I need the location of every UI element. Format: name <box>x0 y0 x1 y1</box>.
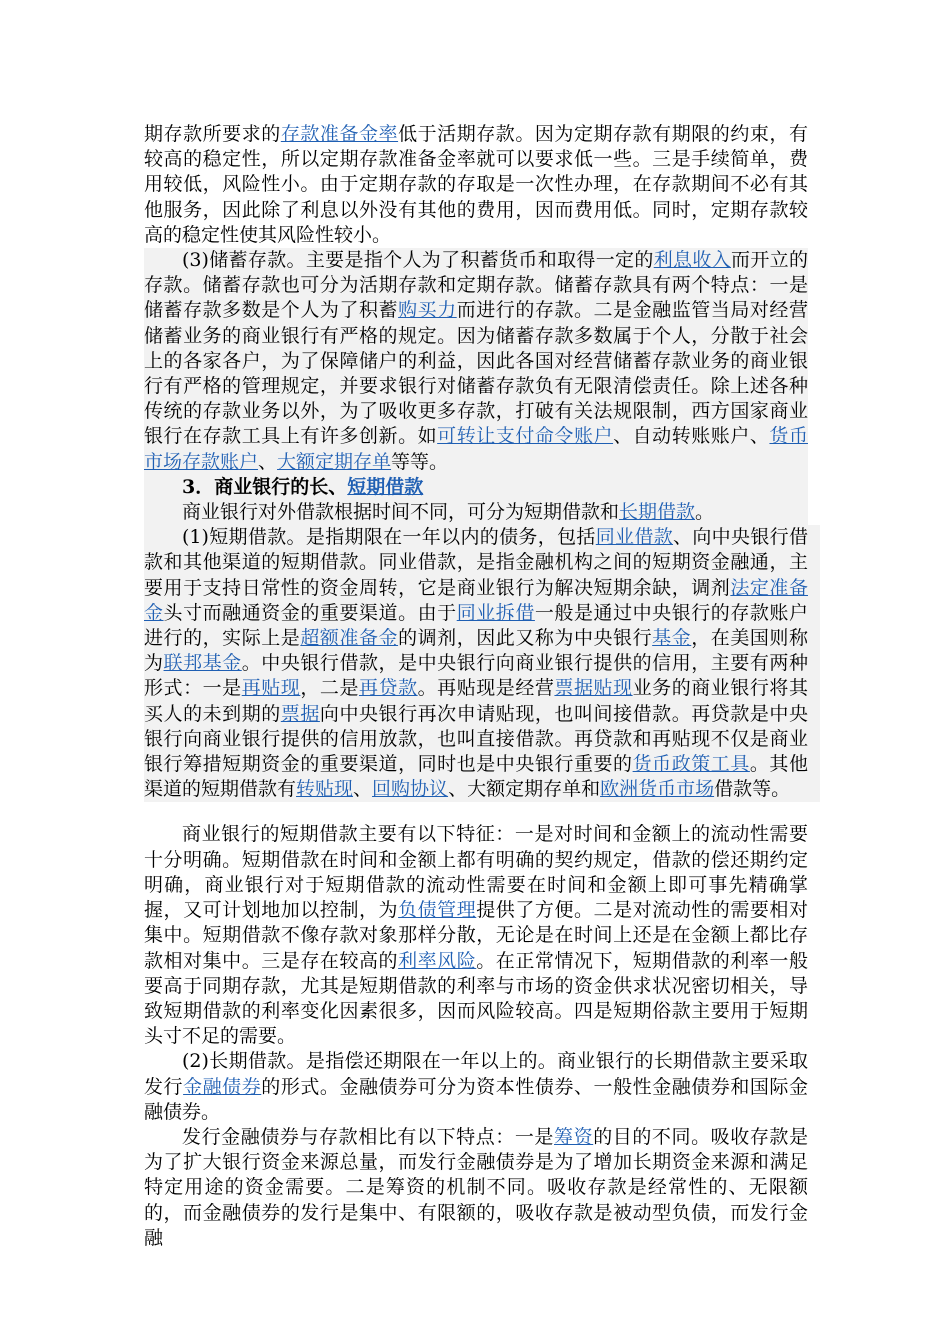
text: 。中央银行借款，是中央银行向商业银行提供的信用，主要有两种形式：一是 <box>144 652 808 700</box>
text: 低于活期存款。因为定期存款有期限的约束，有较高的稳定性，所以定期存款准备金率就可以要求低一些。三是手续简单，费用较低，风险性小。由于定期存款的存取是一次性办理，在存款期间不必有其他服务，因此除了利息以外没有其他的费用，因而费用低。同时，定期存款较高的稳定性使其风险性较小。 <box>144 123 808 246</box>
paragraph-gap <box>144 802 808 822</box>
text: 3．商业银行的长、 <box>182 475 348 498</box>
text: (2)长期借款。是指偿还期限在一年以上的。商业银行的长期借款主要采取发行 <box>144 1050 808 1098</box>
text: 的调剂，因此又称为中央银行 <box>398 627 653 650</box>
text: 等等。 <box>391 450 449 473</box>
text: 而进行的存款。二是金融监管当局对经营储蓄业务的商业银行有严格的规定。因为储蓄存款多数属于个人，分散于社会上的各家各户，为了保障储户的利益，因此各国对经营储蓄存款业务的商业银行有严格的管理规定，并要求银行对储蓄存款负有无限清偿责任。除上述各种传统的存款业务以外，为了吸收更多存款，打破有关法规限制，西方国家商业银行在存款工具上有许多创新。如 <box>144 299 808 448</box>
link-monetary-policy-tool[interactable]: 货币政策工具 <box>632 753 750 776</box>
link-fundraising[interactable]: 筹资 <box>554 1125 594 1148</box>
text: 、 <box>258 450 278 473</box>
text: 业务的商业银行将其买人的未到期的 <box>144 677 808 725</box>
text: ，在美国则称为 <box>144 627 808 675</box>
link-excess-reserve[interactable]: 超额准备金 <box>300 627 399 650</box>
text: 期存款所要求的 <box>144 123 281 145</box>
text: 借款等。 <box>714 778 791 801</box>
link-relending[interactable]: 再贷款 <box>359 677 418 700</box>
link-long-term-borrowing[interactable]: 长期借款 <box>619 501 696 524</box>
link-large-cd[interactable]: 大额定期存单 <box>277 450 392 473</box>
text: (3)储蓄存款。主要是指个人为了积蓄货币和取得一定的 <box>182 249 654 272</box>
paragraph-bond-vs-deposit <box>144 1125 808 1251</box>
text: 的形式。金融债券可分为资本性债券、一般性金融债券和国际金融债券。 <box>144 1075 808 1123</box>
text: 、 <box>353 778 373 801</box>
link-purchasing-power[interactable]: 购买力 <box>398 299 457 322</box>
link-interbank-borrowing[interactable]: 同业借款 <box>595 526 674 549</box>
link-reserve-ratio[interactable]: 存款准备金率 <box>280 123 399 145</box>
link-repo-agreement[interactable]: 回购协议 <box>372 778 449 801</box>
section-heading-borrowings <box>144 475 808 500</box>
text: 头寸而融通资金的重要渠道。由于 <box>163 601 457 624</box>
paragraph-fixed-deposit-features <box>144 122 808 248</box>
link-financial-bond[interactable]: 金融债券 <box>183 1075 262 1098</box>
paragraph-long-term-borrowing <box>144 1049 808 1125</box>
link-transfer-discount[interactable]: 转贴现 <box>296 778 354 801</box>
link-fund[interactable]: 基金 <box>652 627 692 650</box>
paragraph-savings-deposit <box>144 248 808 475</box>
link-bill-discount[interactable]: 票据贴现 <box>554 677 633 700</box>
text: 发行金融债券与存款相比有以下特点：一是 <box>182 1125 555 1148</box>
text: 、向中央银行借款和其他渠道的短期借款。同业借款，是指金融机构之间的短期资金融通，主要用于支持日常性的资金周转，它是商业银行为解决短期余缺，调剂 <box>144 526 808 599</box>
text: 。 <box>695 501 715 524</box>
link-now-account[interactable]: 可转让支付命令账户 <box>437 425 614 448</box>
link-interest-rate-risk[interactable]: 利率风险 <box>398 949 477 972</box>
text: 。其他渠道的短期借款有 <box>144 753 808 801</box>
link-federal-funds[interactable]: 联邦基金 <box>163 652 242 675</box>
text: 。再贴现是经营 <box>417 677 555 700</box>
link-eurocurrency-market[interactable]: 欧洲货币市场 <box>600 778 715 801</box>
link-legal-reserve[interactable]: 法定准备金 <box>144 576 808 624</box>
link-liability-management[interactable]: 负债管理 <box>398 899 477 922</box>
text: 、自动转账账户、 <box>613 425 770 448</box>
paragraph-borrowing-types <box>144 500 808 525</box>
text: 一般是通过中央银行的存款账户进行的，实际上是 <box>144 601 808 650</box>
text: 、大额定期存单和 <box>448 778 601 801</box>
link-interest-income[interactable]: 利息收入 <box>653 249 731 272</box>
text: (1)短期借款。是指期限在一年以内的债务，包括 <box>182 526 596 549</box>
text: 而开立的存款。储蓄存款也可分为活期存款和定期存款。储蓄存款具有两个特点：一是储蓄存款多数是个人为了积蓄 <box>144 249 808 322</box>
link-money-market-account[interactable]: 货币市场存款账户 <box>144 425 808 473</box>
paragraph-short-term-features <box>144 822 808 1049</box>
link-interbank-lending[interactable]: 同业拆借 <box>456 601 535 624</box>
text: 商业银行的短期借款主要有以下特征：一是对时间和金额上的流动性需要十分明确。短期借款在时间和金额上都有明确的契约规定，借款的偿还期约定明确，商业银行对于短期借款的流动性需要在时间和金额上即可事先精确掌握，又可计划地加以控制，为 <box>144 823 808 922</box>
text: 商业银行对外借款根据时间不同，可分为短期借款和 <box>182 501 620 524</box>
paragraph-short-term-borrowing <box>144 525 820 802</box>
link-bill[interactable]: 票据 <box>280 702 320 725</box>
link-short-term-borrowing[interactable]: 短期借款 <box>347 475 424 498</box>
link-rediscount[interactable]: 再贴现 <box>241 677 301 700</box>
text: ，二是 <box>300 677 359 700</box>
document-body <box>144 122 808 1251</box>
text: 提供了方便。二是对流动性的需要相对集中。短期借款不像存款对象那样分散，无论是在时间上还是在金额上都比存款相对集中。三是存在较高的 <box>144 899 808 972</box>
text: 向中央银行再次申请贴现，也叫间接借款。再贷款是中央银行向商业银行提供的信用放款，也叫直接借款。再贷款和再贴现不仅是商业银行筹措短期资金的重要渠道，同时也是中央银行重要的 <box>144 702 808 776</box>
text: 的目的不同。吸收存款是为了扩大银行资金来源总量，而发行金融债券是为了增加长期资金来源和满足特定用途的资金需要。二是筹资的机制不同。吸收存款是经常性的、无限额的，而金融债券的发行是集中、有限额的，吸收存款是被动型负债，而发行金融 <box>144 1125 808 1249</box>
text: 。在正常情况下，短期借款的利率一般要高于同期存款，尤其是短期借款的利率与市场的资金供求状况密切相关，导致短期借款的利率变化因素很多，因而风险较高。四是短期俗款主要用于短期头寸不足的需要。 <box>144 949 808 1048</box>
